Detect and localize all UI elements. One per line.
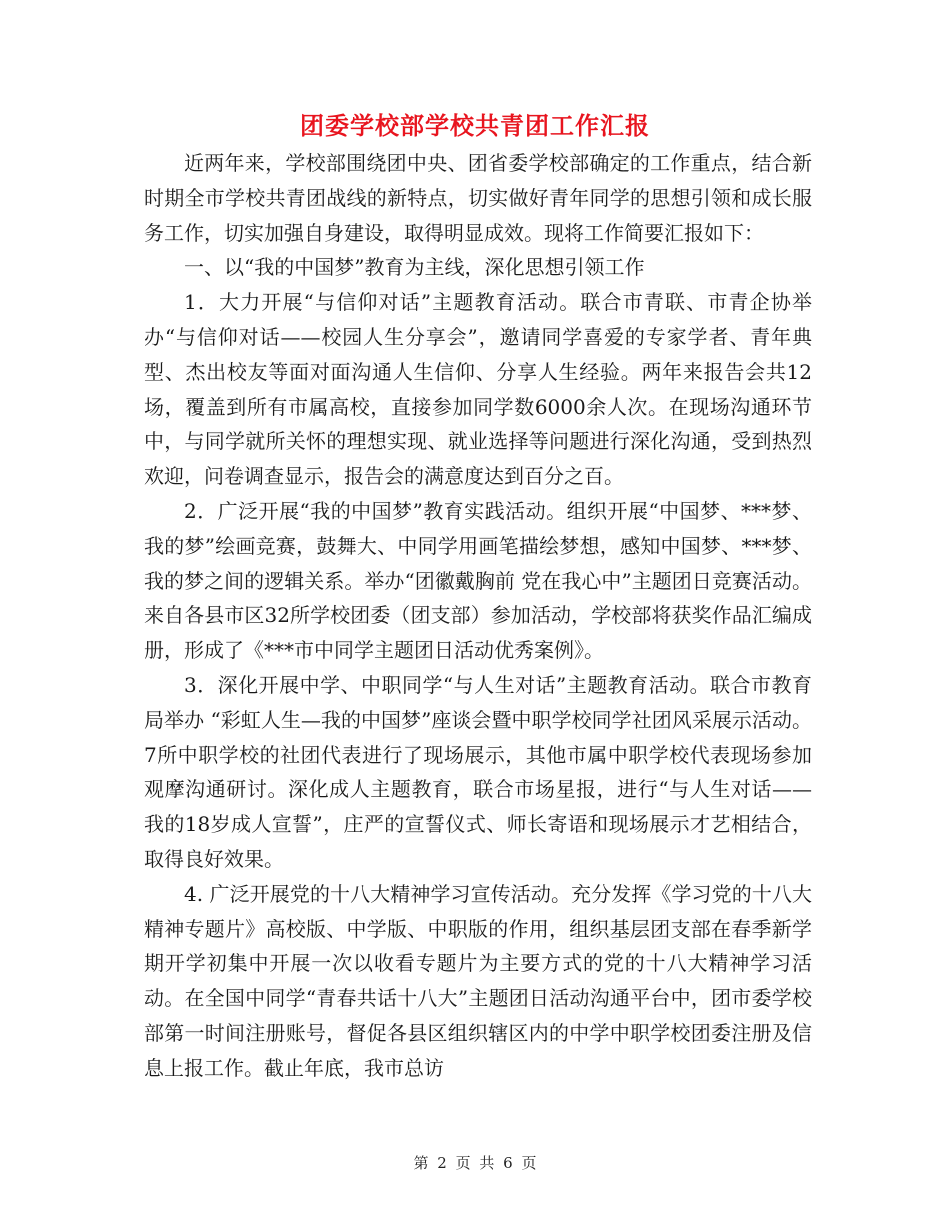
section-heading-1: 一、以“我的中国梦”教育为主线，深化思想引领工作: [184, 255, 645, 280]
paragraph-item-1: 1．大力开展“与信仰对话”主题教育活动。联合市青联、市青企协举办“与信仰对话——校园人生分享会”，邀请同学喜爱的专家学者、青年典型、杰出校友等面对面沟通人生信仰、分享人生经验。两年来报告会共12场，覆盖到所有市属高校，直接参加同学数6000余人次。在现场沟通环节中，与同学就所关怀的理想实现、就业选择等问题进行深化沟通，受到热烈欢迎，问卷调查显示，报告会的满意度达到百分之百。: [144, 290, 812, 489]
paragraph-item-3: 3．深化开展中学、中职同学“与人生对话”主题教育活动。联合市教育局举办 “彩虹人生—我的中国梦”座谈会暨中职学校同学社团风采展示活动。7所中职学校的社团代表进行了现场展示，其他市属中职学校代表现场参加观摩沟通研讨。深化成人主题教育，联合市场星报，进行“与人生对话——我的18岁成人宣誓”，庄严的宣誓仪式、师长寄语和现场展示才艺相结合，取得良好效果。: [144, 672, 812, 871]
document-body: [144, 146, 812, 1086]
page-number-footer: 第 2 页 共 6 页: [413, 1154, 537, 1172]
document-title: 团委学校部学校共青团工作汇报: [300, 111, 650, 140]
paragraph-item-2: 2．广泛开展“我的中国梦”教育实践活动。组织开展“中国梦、***梦、我的梦”绘画竞赛，鼓舞大、中同学用画笔描绘梦想，感知中国梦、***梦、我的梦之间的逻辑关系。举办“团徽戴胸前 党在我心中”主题团日竞赛活动。来自各县市区32所学校团委（团支部）参加活动，学校部将获奖作品汇编成册，形成了《***市中同学主题团日活动优秀案例》。: [144, 498, 812, 663]
paragraph-item-4: 4. 广泛开展党的十八大精神学习宣传活动。充分发挥《学习党的十八大精神专题片》高校版、中学版、中职版的作用，组织基层团支部在春季新学期开学初集中开展一次以收看专题片为主要方式的党的十八大精神学习活动。在全国中同学“青春共话十八大”主题团日活动沟通平台中，团市委学校部第一时间注册账号，督促各县区组织辖区内的中学中职学校团委注册及信息上报工作。截止年底，我市总访: [144, 881, 812, 1080]
paragraph-intro: 近两年来，学校部围绕团中央、团省委学校部确定的工作重点，结合新时期全市学校共青团战线的新特点，切实做好青年同学的思想引领和成长服务工作，切实加强自身建设，取得明显成效。现将工作简要汇报如下：: [144, 151, 812, 245]
